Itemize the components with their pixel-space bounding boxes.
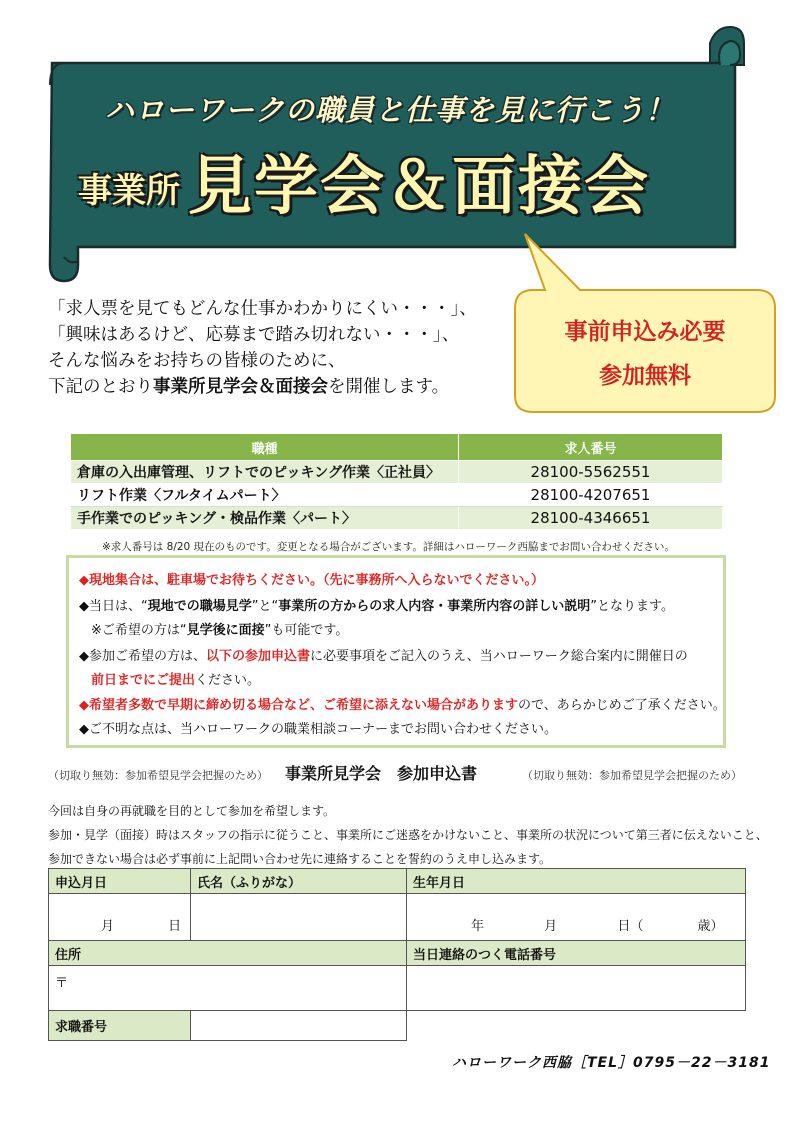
footer-contact: ハローワーク西脇［TEL］0795－22－3181 — [452, 1055, 771, 1071]
notice-l5-a: 前日までにご提出 — [91, 673, 196, 688]
notice-l3-c: ”も可能です。 — [264, 623, 349, 638]
notice-l3-b: 見学後に面接 — [186, 623, 265, 638]
cut-note-right: （切取り無効：参加希望見学会把握のため） — [522, 769, 742, 782]
job-name: 手作業でのピッキング・検品作業〈パート〉 — [71, 507, 459, 530]
notice-l4-c: に必要事項をご記入のうえ、当ハローワーク総合案内に開催日の — [310, 649, 688, 664]
banner-title-prefix: 事業所 — [78, 171, 180, 211]
banner-subtitle: ハローワークの職員と仕事を見に行こう！ — [105, 93, 676, 127]
notice-l2-c: ”と“ — [251, 599, 279, 614]
job-header-number: 求人番号 — [459, 434, 723, 461]
header-name: 氏名（ふりがな） — [191, 869, 407, 894]
table-row — [71, 507, 723, 530]
header-birthdate: 生年月日 — [407, 869, 746, 894]
intro-line-4-post: を開催します。 — [328, 377, 450, 397]
apply-day-label: 日 — [168, 919, 182, 934]
apply-month-label: 月 — [101, 919, 115, 934]
intro-line-1: 「求人票を見てもどんな仕事かわかりにくい・・・」、 — [48, 299, 477, 319]
notice-l5-b: ください。 — [195, 673, 261, 688]
job-name: リフト作業〈フルタイムパート〉 — [71, 484, 459, 507]
notice-line-3 — [91, 619, 348, 638]
seeker-number-field[interactable] — [191, 1011, 407, 1041]
job-header-type: 職種 — [71, 434, 459, 461]
job-number: 28100-4207651 — [459, 484, 723, 507]
birth-age-label: 歳） — [697, 919, 724, 934]
intro-line-3: そんな悩みをお持ちの皆様のために、 — [48, 351, 346, 371]
birth-day-label: 日（ — [617, 919, 644, 934]
header-seeker-number: 求職番号 — [49, 1011, 191, 1041]
postal-mark: 〒 — [55, 976, 69, 991]
notice-box — [66, 555, 726, 748]
notice-l6-a: ◆希望者多数で早期に締め切る場合など、ご希望に添えない場合があります — [79, 698, 518, 713]
job-note: ※求人番号は 8/20 現在のものです。変更となる場合がございます。詳細はハローワーク西脇までお問い合わせください。 — [102, 541, 675, 553]
bubble-line-2: 参加無料 — [599, 363, 691, 389]
notice-l4-a: ◆参加ご希望の方は、 — [79, 649, 206, 664]
notice-line-4 — [79, 645, 688, 664]
bubble-line-1: 事前申込み必要 — [564, 319, 726, 345]
intro-line-4-bold: 事業所見学会＆面接会 — [153, 377, 328, 397]
notice-line-6 — [79, 694, 726, 713]
cut-note-left: （切取り無効：参加希望見学会把握のため） — [48, 769, 268, 782]
header-apply-date: 申込月日 — [49, 869, 191, 894]
header-address: 住所 — [49, 941, 407, 966]
apply-date-field[interactable] — [49, 894, 191, 941]
birth-year-label: 年 — [471, 919, 485, 934]
name-field[interactable] — [191, 894, 407, 941]
pledge-line-3: 参加できない場合は必ず事前に上記問い合わせ先に連絡することを誓約のうえ申し込みます。 — [48, 852, 552, 866]
notice-l3-a: ※ご希望の方は“ — [91, 623, 187, 638]
address-field[interactable] — [49, 966, 407, 1011]
notice-l2-e: ”となります。 — [590, 599, 674, 614]
notice-l4-b: 以下の参加申込書 — [206, 649, 311, 664]
intro-text — [48, 296, 518, 400]
bubble-text — [515, 310, 775, 398]
pledge-line-2: 参加・見学（面接）時はスタッフの指示に従うこと、事業所にご迷惑をかけないこと、事業所の状況について第三者に伝えないこと、 — [48, 828, 768, 842]
intro-line-4-pre: 下記のとおり — [48, 377, 153, 397]
notice-line-1: ◆現地集合は、駐車場でお待ちください。（先に事務所へ入らないでください。） — [79, 573, 544, 588]
notice-l2-b: 現地での職場見学 — [147, 599, 252, 614]
notice-l6-b: ので、あらかじめご了承ください。 — [518, 698, 726, 713]
job-table — [70, 433, 723, 530]
application-title: 事業所見学会 参加申込書 — [285, 764, 478, 783]
application-form — [48, 868, 746, 1041]
table-row — [71, 484, 723, 507]
banner-title-main: 見学会＆面接会 — [188, 150, 650, 224]
job-name: 倉庫の入出庫管理、リフトでのピッキング作業〈正社員〉 — [71, 461, 459, 484]
table-row — [71, 461, 723, 484]
notice-line-2 — [79, 595, 674, 614]
notice-line-5 — [91, 669, 260, 688]
phone-field[interactable] — [407, 966, 746, 1011]
birth-month-label: 月 — [544, 919, 558, 934]
intro-line-4 — [48, 374, 518, 400]
birthdate-field[interactable] — [407, 894, 746, 941]
notice-l2-d: 事業所の方からの求人内容・事業所内容の詳しい説明 — [278, 599, 591, 614]
notice-l2-a: ◆当日は、“ — [79, 599, 148, 614]
banner-title — [78, 135, 650, 227]
job-number: 28100-4346651 — [459, 507, 723, 530]
intro-line-2: 「興味はあるけど、応募まで踏み切れない・・・」、 — [48, 325, 460, 345]
job-number: 28100-5562551 — [459, 461, 723, 484]
pledge-line-1: 今回は自身の再就職を目的として参加を希望します。 — [48, 804, 336, 818]
notice-line-7: ◆ご不明な点は、当ハローワークの職業相談コーナーまでお問い合わせください。 — [79, 722, 557, 737]
header-phone: 当日連絡のつく電話番号 — [407, 941, 746, 966]
